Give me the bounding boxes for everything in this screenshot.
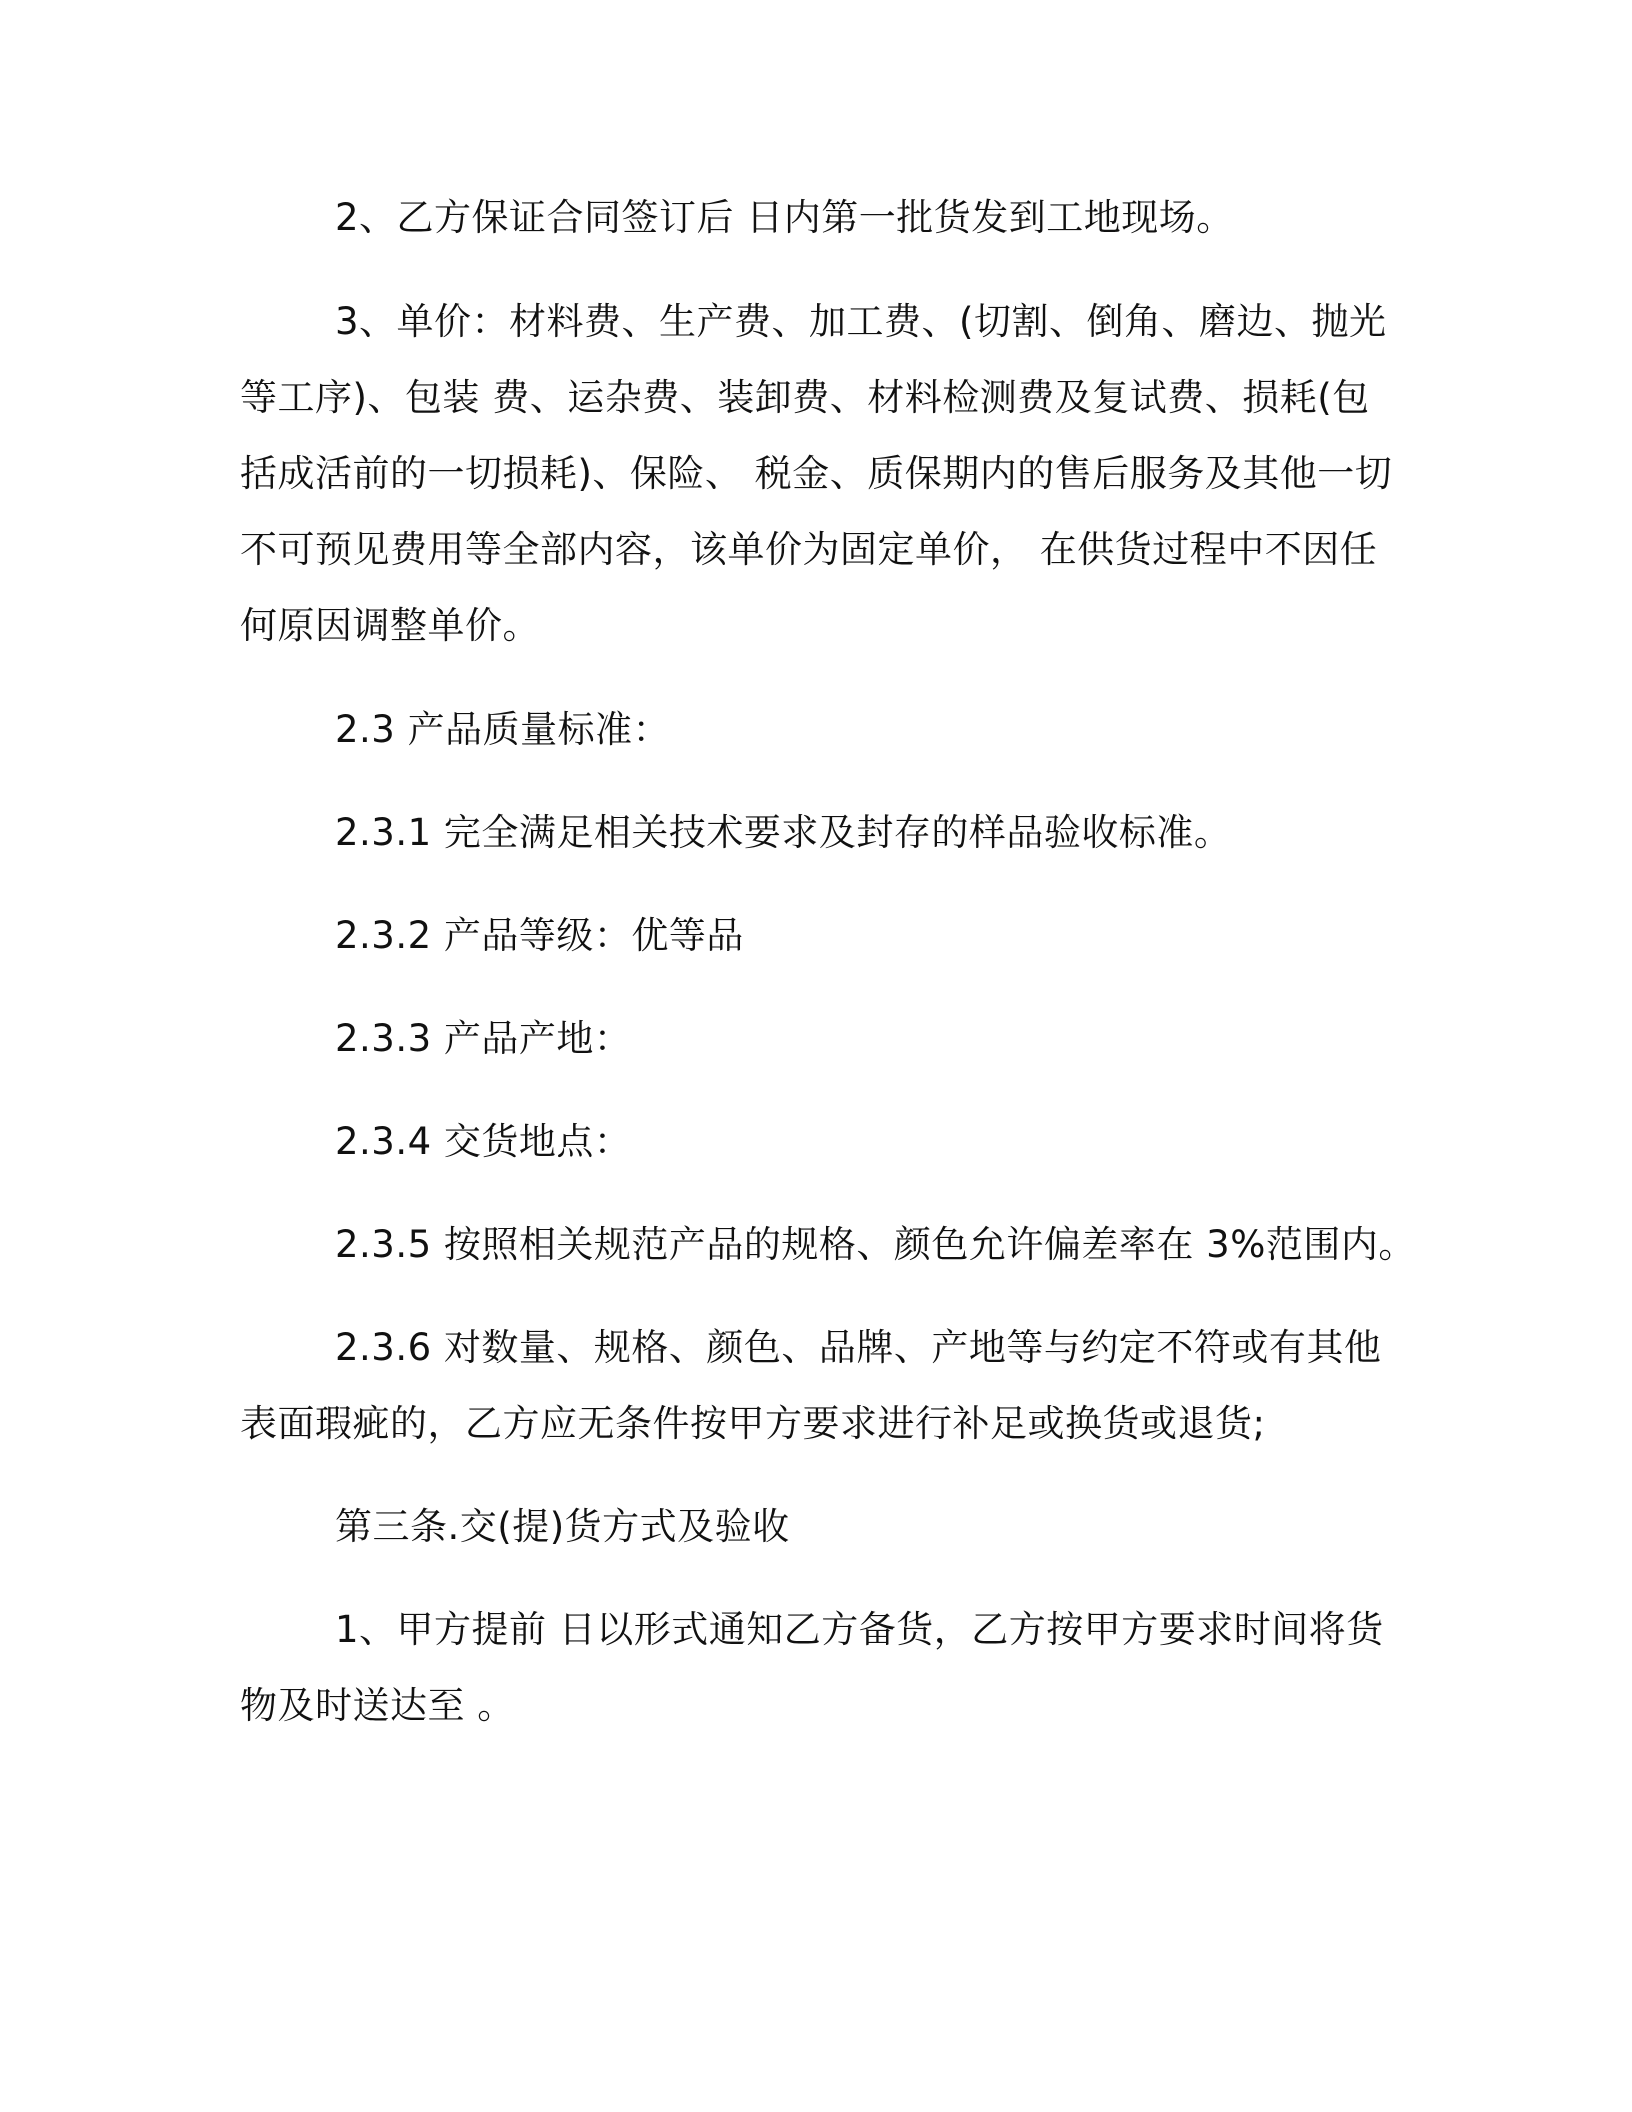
clause-3-unit-price-line-4: 不可预见费用等全部内容，该单价为固定单价， 在供货过程中不因任 (240, 528, 1378, 571)
item-2-3-6-line-2: 表面瑕疵的，乙方应无条件按甲方要求进行补足或换货或退货; (240, 1402, 1266, 1445)
section-2-3-heading: 2.3 产品质量标准： (335, 708, 671, 751)
article-3-item-1-line-2: 物及时送达至 。 (240, 1684, 515, 1727)
item-2-3-1: 2.3.1 完全满足相关技术要求及封存的样品验收标准。 (335, 811, 1232, 854)
item-2-3-6-line-1: 2.3.6 对数量、规格、颜色、品牌、产地等与约定不符或有其他 (335, 1326, 1382, 1369)
clause-2-delivery-start: 2、乙方保证合同签订后 日内第一批货发到工地现场。 (335, 196, 1234, 239)
clause-3-unit-price-line-2: 等工序)、包装 费、运杂费、装卸费、材料检测费及复试费、损耗(包 (240, 376, 1370, 419)
article-3-heading: 第三条.交(提)货方式及验收 (335, 1505, 790, 1548)
clause-3-unit-price-line-3: 括成活前的一切损耗)、保险、 税金、质保期内的售后服务及其他一切 (240, 452, 1393, 495)
item-2-3-3: 2.3.3 产品产地： (335, 1017, 632, 1060)
clause-3-unit-price-line-1: 3、单价：材料费、生产费、加工费、(切割、倒角、磨边、抛光 (335, 300, 1387, 343)
item-2-3-4: 2.3.4 交货地点： (335, 1120, 632, 1163)
clause-3-unit-price-line-5: 何原因调整单价。 (240, 604, 540, 647)
item-2-3-2: 2.3.2 产品等级：优等品 (335, 914, 744, 957)
item-2-3-5: 2.3.5 按照相关规范产品的规格、颜色允许偏差率在 3%范围内。 (335, 1223, 1416, 1266)
article-3-item-1-line-1: 1、甲方提前 日以形式通知乙方备货，乙方按甲方要求时间将货 (335, 1608, 1384, 1651)
